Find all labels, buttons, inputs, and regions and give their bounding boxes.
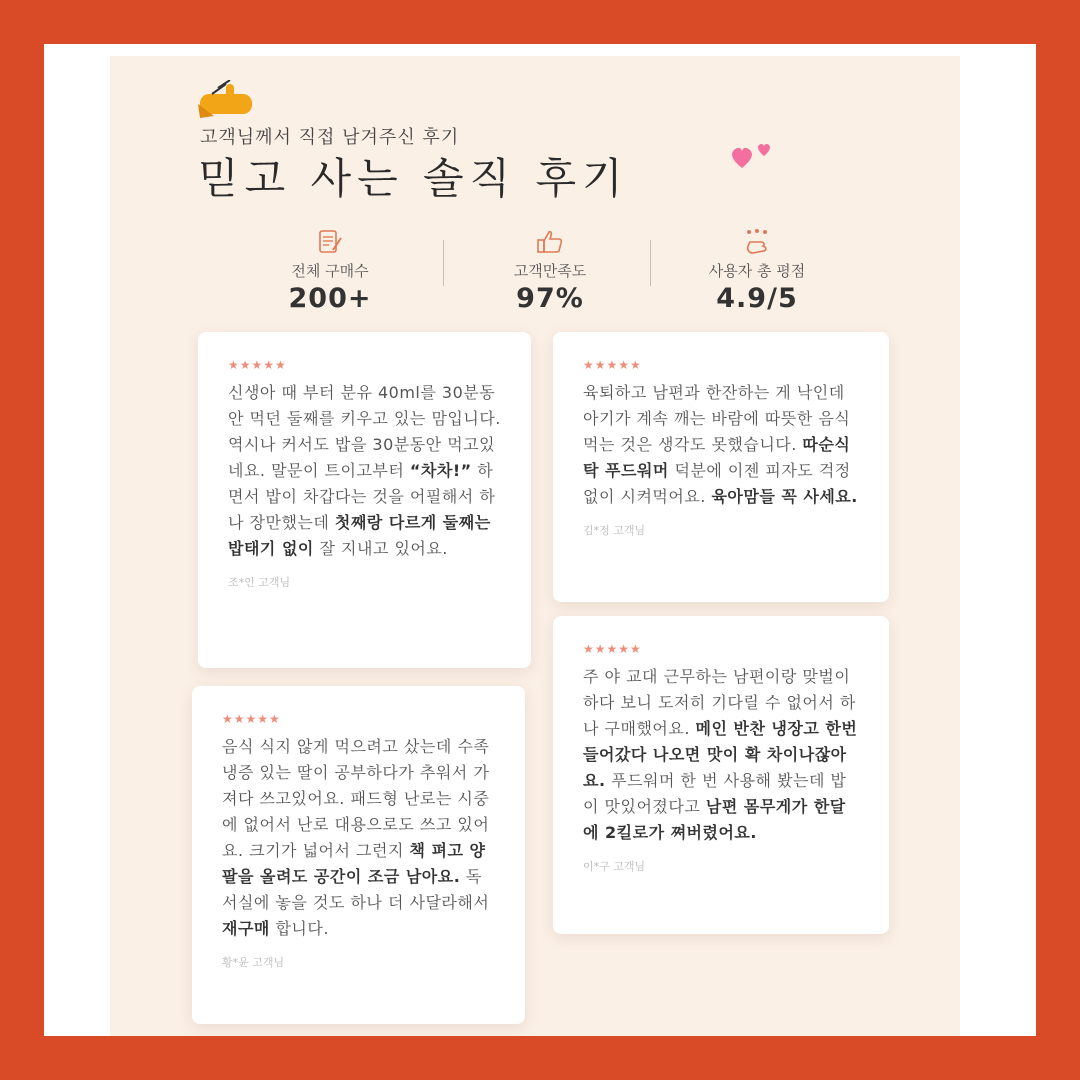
review-text-run: 주 야 교대 근무하는 남편이랑 맞벌이 하다 보니 도저히 기다릴 수 없어서 하나 구매했어요.: [583, 667, 856, 738]
stat-label: 전체 구매수: [291, 262, 369, 280]
review-author: 조*인 고객님: [228, 576, 291, 589]
review-text-run: 하면서 밥이 차갑다는 것을 어필해서 하나 장만했는데: [228, 461, 496, 532]
stat-value: 4.9/5: [716, 283, 798, 314]
review-card: [553, 616, 889, 934]
review-text: [583, 380, 861, 510]
stat-value: 200+: [288, 283, 372, 314]
review-highlight: 메인 반찬 냉장고 한번 들어갔다 나오면 맛이 확 차이나잖아요.: [583, 719, 858, 790]
review-card: [553, 332, 889, 602]
pointing-hand-icon: [196, 80, 262, 120]
review-card: [198, 332, 531, 668]
review-highlight: 육아맘들 꼭 사세요.: [711, 487, 858, 506]
stat-label: 고객만족도: [513, 262, 587, 280]
stat-rating: [677, 228, 837, 314]
review-highlight: 재구매: [222, 919, 270, 938]
review-highlight: 남편 몸무게가 한달에 2킬로가 쪄버렸어요.: [583, 797, 846, 842]
stat-divider: [650, 240, 651, 286]
review-text: [222, 734, 497, 942]
star-rating: ★★★★★: [222, 712, 281, 726]
hearts-icon: [730, 138, 780, 172]
stat-value: 97%: [516, 283, 584, 314]
review-panel: [110, 56, 960, 1036]
review-text-run: 독서실에 놓을 것도 하나 더 사달라해서: [222, 867, 490, 912]
page-subtitle: 고객님께서 직접 남겨주신 후기: [200, 127, 460, 148]
review-text-run: 육퇴하고 남편과 한잔하는 게 낙인데 아기가 계속 깨는 바람에 따뜻한 음식 먹는 것은 생각도 못했습니다.: [583, 383, 851, 454]
star-rating: ★★★★★: [583, 358, 642, 372]
thumbs-up-icon: [534, 228, 566, 256]
stat-total-purchases: [250, 228, 410, 314]
review-highlight: 책 펴고 양 팔을 올려도 공간이 조금 남아요.: [222, 841, 486, 886]
review-text-run: 덕분에 이젠 피자도 걱정 없이 시켜먹어요.: [583, 461, 851, 506]
document-pen-icon: [314, 228, 346, 256]
stats-bar: [240, 228, 860, 318]
review-highlight: 따순식탁 푸드워머: [583, 435, 851, 480]
page-title: 믿고 사는 솔직 후기: [198, 154, 629, 203]
stat-satisfaction: [470, 228, 630, 314]
review-text-run: 신생아 때 부터 분유 40ml를 30분동안 먹던 둘째를 키우고 있는 맘입니다. 역시나 커서도 밥을 30분동안 먹고있네요. 말문이 트이고부터: [228, 383, 501, 480]
review-text: [583, 664, 861, 846]
hand-stars-icon: [741, 228, 773, 256]
review-text-run: 잘 지내고 있어요.: [313, 539, 448, 558]
review-text-run: 푸드워머 한 번 사용해 봤는데 밥이 맛있어졌다고: [583, 771, 847, 816]
review-highlight: “차차!”: [409, 461, 472, 480]
review-author: 이*구 고객님: [583, 860, 646, 873]
star-rating: ★★★★★: [583, 642, 642, 656]
review-highlight: 첫째랑 다르게 둘째는 밥태기 없이: [228, 513, 491, 558]
stat-divider: [443, 240, 444, 286]
review-author: 황*윤 고객님: [222, 956, 285, 969]
review-author: 김*정 고객님: [583, 524, 646, 537]
review-text: [228, 380, 503, 562]
review-text-run: 음식 식지 않게 먹으려고 샀는데 수족냉증 있는 딸이 공부하다가 추워서 가져다 쓰고있어요. 패드형 난로는 시중에 없어서 난로 대용으로도 쓰고 있어요. 크기가 넓어서 그런지: [222, 737, 490, 860]
stat-label: 사용자 총 평점: [708, 262, 806, 280]
star-rating: ★★★★★: [228, 358, 287, 372]
review-text-run: 합니다.: [269, 919, 329, 938]
review-card: [192, 686, 525, 1024]
